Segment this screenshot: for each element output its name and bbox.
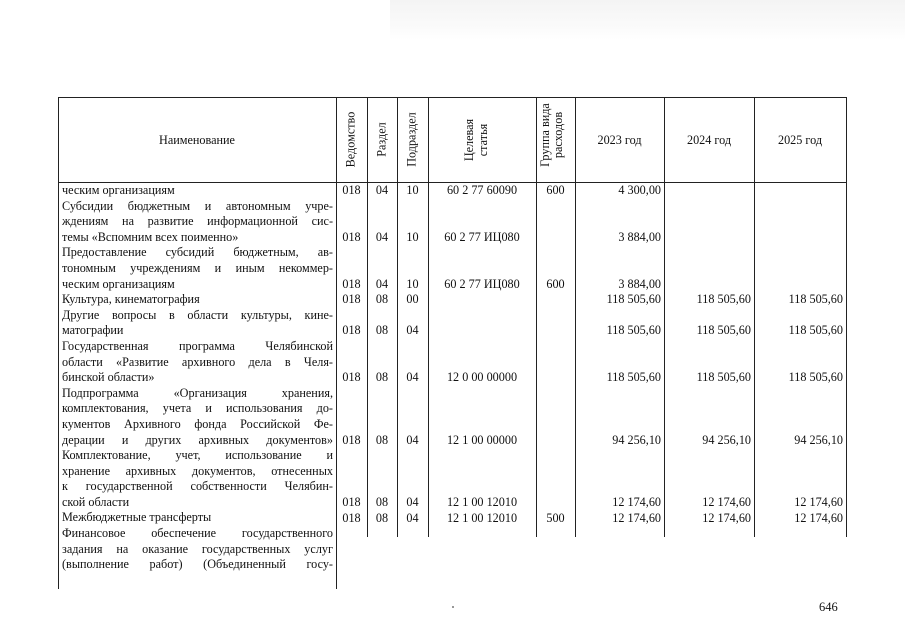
name-line: ческим организациям — [62, 276, 175, 291]
cell-podrazdel: 04 — [406, 510, 419, 525]
cell-gruppa-rashodov: 500 — [546, 510, 565, 525]
col-border — [664, 97, 665, 537]
cell-vedomstvo: 018 — [342, 510, 361, 525]
header-2024: 2024 год — [686, 133, 732, 147]
cell-vedomstvo: 018 — [342, 323, 361, 338]
header-podrazdel: Подраздел — [404, 112, 419, 167]
cell-podrazdel: 10 — [406, 229, 419, 244]
name-line: бинской области» — [62, 370, 155, 385]
cell-tselevaya-statya: 60 2 77 60090 — [446, 183, 518, 197]
cell-vedomstvo: 018 — [342, 432, 361, 447]
cell-razdel: 04 — [375, 229, 389, 244]
name-line: области «Развитие архивного дела в Челя- — [62, 354, 333, 369]
name-line: Предоставление субсидий бюджетным, ав- — [62, 245, 333, 260]
cell-2023: 118 505,60 — [606, 323, 661, 338]
col-border — [575, 97, 576, 537]
cell-podrazdel: 10 — [406, 276, 419, 291]
cell-tselevaya-statya: 12 0 00 00000 — [446, 370, 518, 385]
col-border — [397, 97, 398, 537]
name-line: ческим организациям — [62, 183, 175, 197]
name-line: Межбюджетные трансферты — [62, 510, 212, 525]
cell-tselevaya-statya: 12 1 00 12010 — [446, 495, 518, 509]
header-razdel: Раздел — [374, 122, 389, 157]
page-number: 646 — [819, 600, 838, 614]
cell-vedomstvo: 018 — [342, 183, 361, 197]
name-line: Культура, кинематография — [62, 292, 200, 307]
col-border — [846, 97, 847, 537]
name-line: (выполнение работ) (Объединенный госу- — [62, 557, 333, 572]
table-top-border — [58, 97, 846, 98]
cell-tselevaya-statya: 60 2 77 ИЦ080 — [444, 229, 520, 244]
cell-tselevaya-statya: 12 1 00 00000 — [446, 432, 518, 447]
name-line: Комплектование, учет, использование и — [62, 448, 333, 463]
cell-2024: 12 174,60 — [702, 510, 751, 525]
col-border — [754, 97, 755, 537]
cell-2025: 12 174,60 — [794, 510, 843, 525]
name-line: Субсидии бюджетным и автономным учре- — [62, 198, 333, 213]
col-border — [367, 97, 368, 537]
cell-vedomstvo: 018 — [342, 495, 361, 509]
header-2025: 2025 год — [777, 133, 823, 147]
cell-podrazdel: 10 — [406, 183, 419, 197]
cell-razdel: 04 — [375, 276, 389, 291]
header-tselevaya — [462, 100, 502, 180]
cell-2023: 12 174,60 — [612, 510, 661, 525]
header-gruppa-line1: Группа вида — [538, 103, 552, 167]
cell-razdel: 08 — [375, 323, 389, 338]
cell-2024: 12 174,60 — [702, 495, 751, 509]
cell-2023: 3 884,00 — [618, 229, 661, 244]
name-line: к государственной собственности Челябин- — [62, 479, 333, 494]
cell-2023: 12 174,60 — [612, 495, 661, 509]
cell-2024: 118 505,60 — [696, 323, 751, 338]
name-line: комплектования, учета и использования до- — [62, 401, 333, 416]
cell-gruppa-rashodov: 600 — [546, 276, 565, 291]
name-line: ждениям на развитие информационной сис- — [62, 214, 333, 229]
cell-podrazdel: 04 — [406, 495, 419, 509]
header-vedomstvo: Ведомство — [343, 111, 358, 168]
cell-2023: 118 505,60 — [606, 292, 661, 307]
name-line: Другие вопросы в области культуры, кине- — [62, 307, 333, 322]
header-name: Наименование — [159, 133, 235, 147]
cell-2025: 118 505,60 — [788, 323, 843, 338]
name-line: ской области — [62, 494, 130, 509]
cell-razdel: 08 — [375, 510, 389, 525]
cell-2024: 118 505,60 — [696, 370, 751, 385]
cell-razdel: 08 — [375, 370, 389, 385]
scan-speck — [452, 606, 454, 608]
header-2023: 2023 год — [597, 133, 642, 147]
col-border — [536, 97, 537, 537]
name-column — [62, 183, 333, 573]
cell-2025: 118 505,60 — [788, 370, 843, 385]
cell-razdel: 08 — [375, 292, 389, 307]
cell-razdel: 08 — [375, 432, 389, 447]
cell-2023: 4 300,00 — [618, 183, 661, 197]
cell-2025: 94 256,10 — [794, 432, 843, 447]
cell-tselevaya-statya: 12 1 00 12010 — [446, 510, 518, 525]
header-tselevaya-line2: статья — [476, 123, 490, 157]
cell-gruppa-rashodov: 600 — [546, 183, 565, 197]
header-gruppa-line2: расходов — [551, 111, 565, 159]
cell-podrazdel: 04 — [406, 323, 419, 338]
cell-podrazdel: 04 — [406, 432, 419, 447]
cell-2023: 94 256,10 — [612, 432, 661, 447]
name-line: кументов Архивного фонда Российской Фе- — [62, 416, 333, 431]
cell-vedomstvo: 018 — [342, 292, 361, 307]
header-gruppa — [539, 95, 573, 175]
header-tselevaya-line1: Целевая — [462, 118, 476, 162]
name-line: задания на оказание государственных услуг — [62, 541, 333, 556]
cell-razdel: 08 — [375, 495, 389, 509]
cell-vedomstvo: 018 — [342, 370, 361, 385]
cell-2023: 3 884,00 — [618, 276, 661, 291]
cell-2025: 12 174,60 — [794, 495, 843, 509]
name-line: матографии — [62, 323, 124, 338]
name-line: Финансовое обеспечение государственного — [62, 526, 333, 541]
name-line: темы «Вспомним всех поименно» — [62, 229, 239, 244]
cell-podrazdel: 00 — [406, 292, 419, 307]
name-line: Государственная программа Челябинской — [62, 338, 333, 353]
cell-tselevaya-statya: 60 2 77 ИЦ080 — [444, 276, 520, 291]
cell-vedomstvo: 018 — [342, 229, 361, 244]
cell-2023: 118 505,60 — [606, 370, 661, 385]
cell-2024: 94 256,10 — [702, 432, 751, 447]
cell-2025: 118 505,60 — [788, 292, 843, 307]
name-line: Подпрограмма «Организация хранения, — [62, 385, 333, 400]
cell-razdel: 04 — [375, 183, 389, 197]
name-line: хранение архивных документов, отнесенных — [62, 463, 333, 478]
cell-podrazdel: 04 — [406, 370, 419, 385]
col-border — [58, 97, 59, 589]
name-line: тономным учреждениям и иным некоммер- — [62, 260, 333, 275]
col-border — [428, 97, 429, 537]
name-line: дерации и других архивных документов» — [62, 432, 333, 447]
cell-2024: 118 505,60 — [696, 292, 751, 307]
cell-vedomstvo: 018 — [342, 276, 361, 291]
